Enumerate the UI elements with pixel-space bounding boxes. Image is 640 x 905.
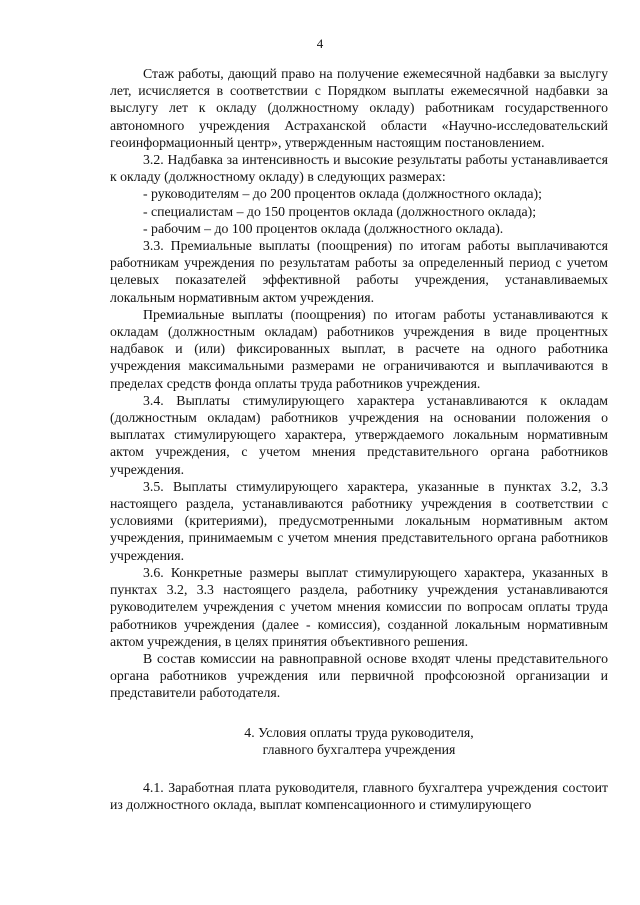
section-heading xyxy=(110,724,608,758)
paragraph: Стаж работы, дающий право на получение ежемесячной надбавки за выслугу лет, исчисляется в соответствии с Порядком выплаты ежемесячной надбавки за выслугу лет к окладу (должностному окладу) работникам государственного автономного учреждения Астраханской области «Научно-исследовательский геоинформационный центр», утвержденным настоящим постановлением. xyxy=(110,66,608,150)
list-item: - рабочим – до 100 процентов оклада (должностного оклада). xyxy=(143,220,504,236)
page-number: 4 xyxy=(316,36,324,51)
paragraph: 3.3. Премиальные выплаты (поощрения) по итогам работы выплачиваются работникам учреждения по результатам работы за определенный период с учетом целевых показателей эффективной работы учреждения, устанавливаемых локальным нормативным актом учреждения. xyxy=(110,238,608,305)
list-item: - руководителям – до 200 процентов оклада (должностного оклада); xyxy=(143,186,542,202)
list-item: - специалистам – до 150 процентов оклада (должностного оклада); xyxy=(143,203,537,219)
paragraph: В состав комиссии на равноправной основе входят члены представительного органа работников учреждения или первичной профсоюзной организации и представители работодателя. xyxy=(110,650,608,701)
paragraph: 3.2. Надбавка за интенсивность и высокие результаты работы устанавливается к окладу (должностному окладу) в следующих размерах: xyxy=(110,152,608,185)
section-heading-line: главного бухгалтера учреждения xyxy=(262,741,456,757)
section-heading-line: 4. Условия оплаты труда руководителя, xyxy=(244,724,474,740)
paragraph: 3.5. Выплаты стимулирующего характера, указанные в пунктах 3.2, 3.3 настоящего раздела, устанавливаются работнику учреждения в соответствии с условиями (критериями), предусмотренными локальным нормативным актом учреждения, принимаемым с учетом мнения представительного органа работников учреждения. xyxy=(110,478,608,563)
paragraph: Премиальные выплаты (поощрения) по итогам работы устанавливаются к окладам (должностным окладам) работников учреждения в виде процентных надбавок и (или) фиксированных выплат, в расчете на одного работника учреждения максимальными размерами не ограничиваются и выплачиваются в пределах средств фонда оплаты труда работников учреждения. xyxy=(110,306,608,391)
paragraph: 4.1. Заработная плата руководителя, главного бухгалтера учреждения состоит из должностного оклада, выплат компенсационного и стимулирующего xyxy=(110,779,608,813)
document-body xyxy=(110,65,608,813)
paragraph: 3.4. Выплаты стимулирующего характера устанавливаются к окладам (должностным окладам) работников учреждения на основании положения о выплатах стимулирующего характера, утверждаемого локальным нормативным актом учреждения, с учетом мнения представительного органа работников учреждения. xyxy=(110,392,608,477)
paragraph: 3.6. Конкретные размеры выплат стимулирующего характера, указанных в пунктах 3.2, 3.3 настоящего раздела, работнику учреждения устанавливаются руководителем учреждения с учетом мнения комиссии по вопросам оплаты труда работников учреждения (далее - комиссия), созданной локальным нормативным актом учреждения, в целях принятия объективного решения. xyxy=(110,564,608,649)
